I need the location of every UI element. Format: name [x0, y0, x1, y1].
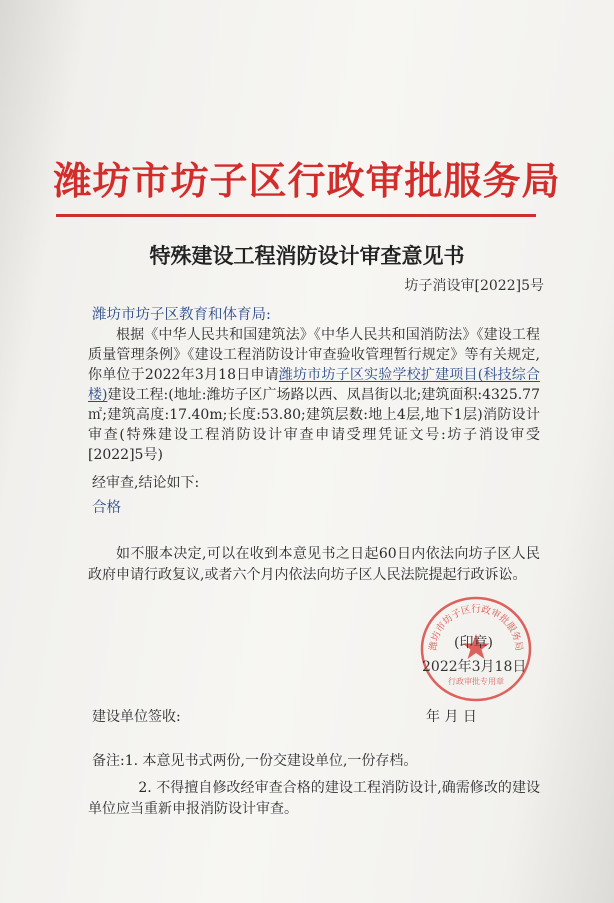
review-result: 合格	[92, 500, 121, 516]
seal-label: (印章)	[454, 635, 493, 651]
signature-date: 年 月 日	[426, 709, 477, 725]
note-2: 2. 不得擅自修改经审查合格的建设工程消防设计,确需修改的建设单位应当重新申报消防设计审查。	[88, 780, 540, 817]
signature-label: 建设单位签收:	[92, 709, 181, 725]
document-number: 坊子消设审[2022]5号	[404, 278, 544, 294]
addressee: 潍坊市坊子区教育和体育局:	[92, 307, 271, 323]
conclusion-label: 经审查,结论如下:	[92, 475, 200, 491]
document-title: 特殊建设工程消防设计审查意见书	[149, 243, 465, 268]
red-divider	[56, 214, 536, 217]
seal-code-text: 行政审批专用章	[448, 677, 504, 686]
main-paragraph	[88, 325, 540, 465]
project-name: 潍坊市坊子区实验学校扩建项目(科技综合楼)	[88, 367, 540, 403]
note-1: 备注:1. 本意见书式两份,一份交建设单位,一份存档。	[92, 753, 418, 769]
seal-ring-text: 潍坊市坊子区行政审批服务局	[427, 604, 525, 652]
appeal-paragraph: 如不服本决定,可以在收到本意见书之日起60日内依法向坊子区人民政府申请行政复议,或者六个月内依法向坊子区人民法院提起行政诉讼。	[88, 546, 540, 583]
paragraph-part-1: 根据《中华人民共和国建筑法》《中华人民共和国消防法》《建设工程质量管理条例》《建设工程消防设计审查验收管理暂行规定》等有关规定,你单位于2022年3月18日申请	[88, 327, 540, 383]
issue-date: 2022年3月18日	[422, 659, 527, 675]
agency-name: 潍坊市坊子区行政审批服务局	[53, 159, 561, 203]
paragraph-part-2: 建设工程:(地址:潍坊子区广场路以西、凤昌街以北;建筑面积:4325.77㎡;建筑高度:17.40m;长度:53.80;建筑层数:地上4层,地下1层)消防设计审查(特殊建设工程消防设计审查申请受理凭证文号:坊子消设审受[2022]5号)	[88, 387, 540, 463]
